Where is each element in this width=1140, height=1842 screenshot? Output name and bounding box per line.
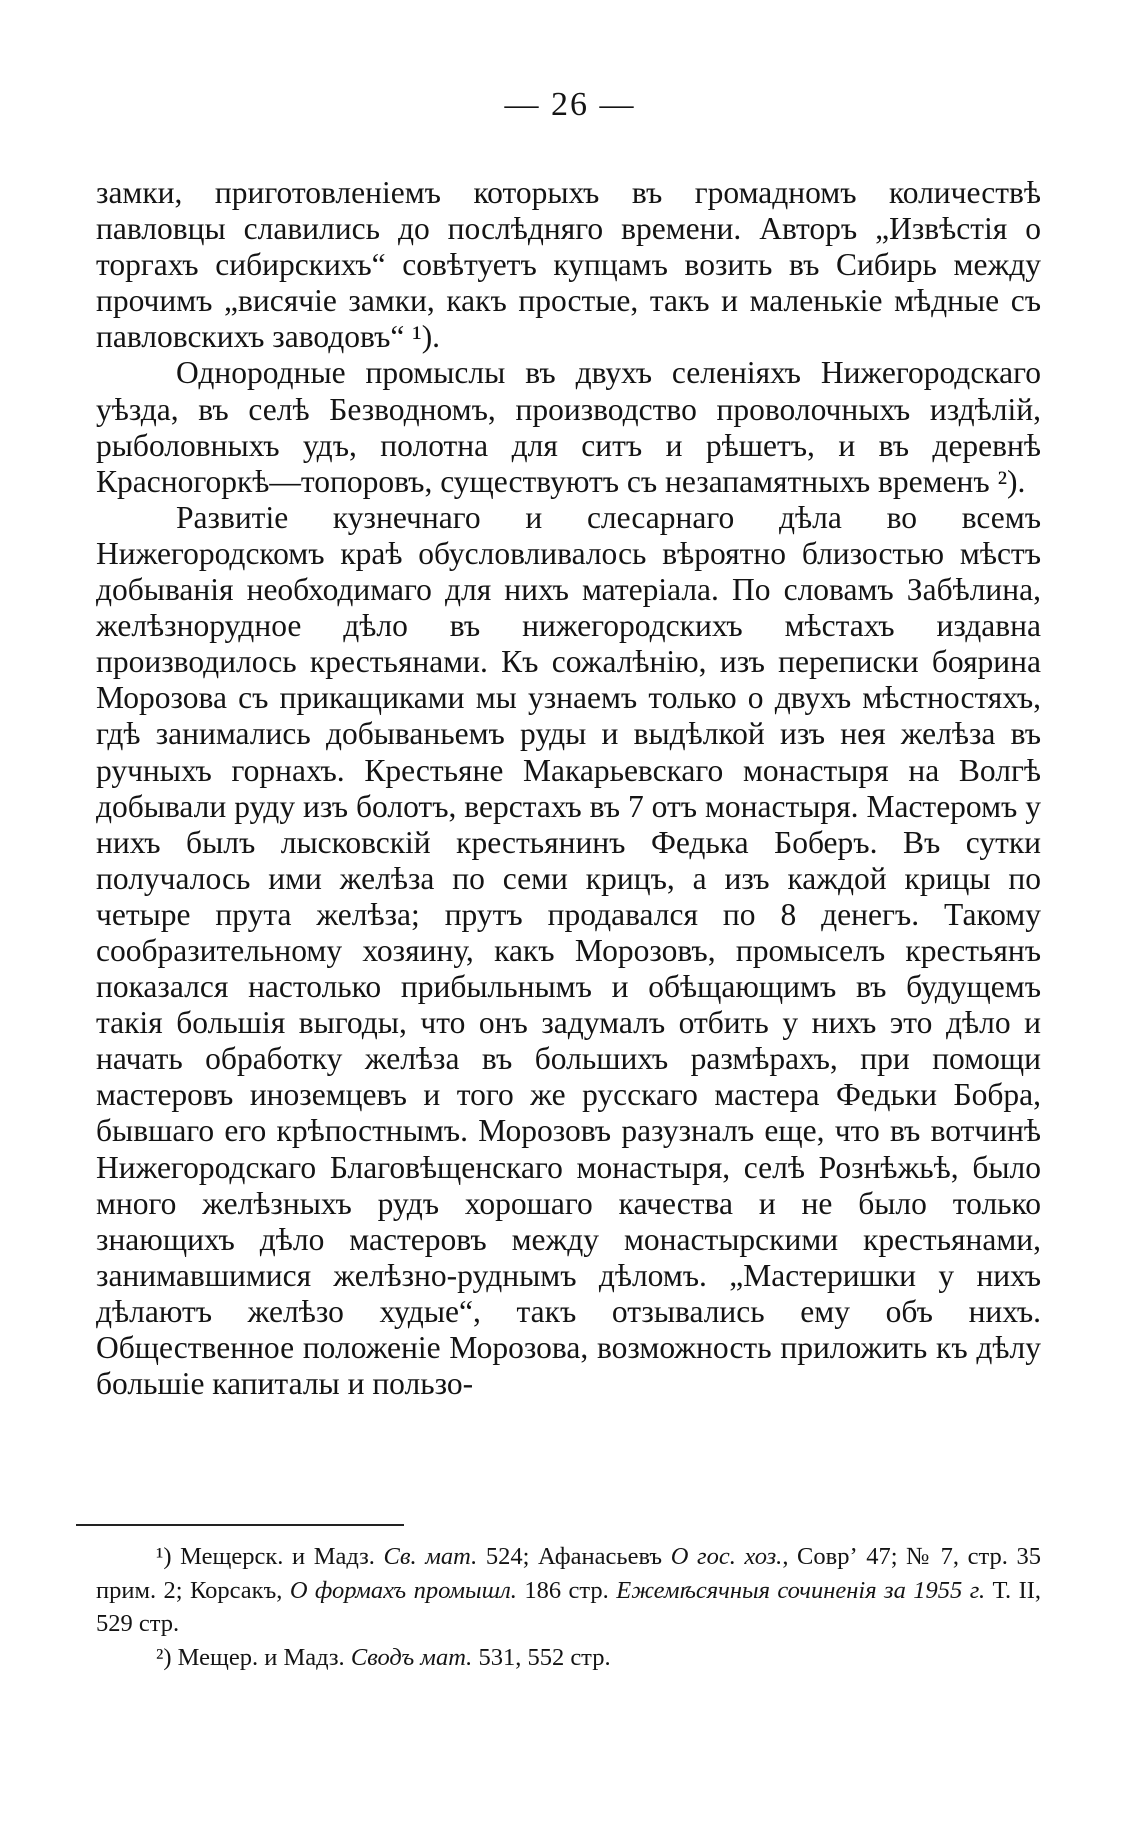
footnote-1-source-title: Св. мат. [383, 1543, 478, 1570]
footnote-1-text: 524; Афанасьевъ [477, 1543, 671, 1570]
footnote-2-text: 531, 552 стр. [472, 1643, 611, 1671]
main-text [96, 175, 1041, 1402]
footnote-1-text: Т. II, 529 стр. [96, 1576, 1042, 1637]
footnote-1-mark: ¹) [156, 1543, 172, 1570]
footnote-1-source-title: Ежемѣсячныя сочиненія за 1955 г. [616, 1576, 986, 1604]
footnote-1-source-title: О гос. хоз. [670, 1543, 783, 1570]
footnote-1-text: 186 стр. [516, 1576, 617, 1604]
paragraph-1: замки, приготовленіемъ которыхъ въ громадномъ количествѣ павловцы славились до послѣдняго времени. Авторъ „Извѣстія о торгахъ сибирскихъ“ совѣтуетъ купцамъ возить въ Сибирь между прочимъ „висячіе замки, какъ простые, такъ и маленькіе мѣдные съ павловскихъ заводовъ“ ¹). [96, 175, 1041, 355]
footnote-2 [96, 1641, 1041, 1675]
footnote-1 [96, 1540, 1041, 1641]
page-number: — 26 — [504, 86, 636, 123]
footnote-1-source-title: О формахъ промышл. [289, 1576, 517, 1604]
paragraph-2: Однородные промыслы въ двухъ селеніяхъ Нижегородскаго уѣзда, въ селѣ Безводномъ, производство проволочныхъ издѣлій, рыболовныхъ удъ, полотна для ситъ и рѣшетъ, и въ деревнѣ Красногоркѣ—топоровъ, существуютъ съ незапамятныхъ временъ ²). [96, 355, 1041, 499]
footnote-1-text: Мещерск. и Мадз. [180, 1543, 384, 1570]
footnote-2-mark: ²) [156, 1643, 172, 1671]
footnote-2-source-title: Сводъ мат. [350, 1643, 473, 1671]
paragraph-3: Развитіе кузнечнаго и слесарнаго дѣла во всемъ Нижегородскомъ краѣ обусловливалось вѣроятно близостью мѣстъ добыванія необходимаго для нихъ матеріала. По словамъ Забѣлина, желѣзнорудное дѣло въ нижегородскихъ мѣстахъ издавна производилось крестьянами. Къ сожалѣнію, изъ переписки боярина Морозова съ прикащиками мы узнаемъ только о двухъ мѣстностяхъ, гдѣ занимались добываньемъ руды и выдѣлкой изъ нея желѣза въ ручныхъ горнахъ. Крестьяне Макарьевскаго монастыря на Волгѣ добывали руду изъ болотъ, верстахъ въ 7 отъ монастыря. Мастеромъ у нихъ былъ лысковскій крестьянинъ Федька Боберъ. Въ сутки получалось ими желѣза по семи крицъ, а изъ каждой крицы по четыре прута желѣза; прутъ продавался по 8 денегъ. Такому сообразительному хозяину, какъ Морозовъ, промыселъ крестьянъ показался настолько прибыльнымъ и обѣщающимъ въ будущемъ такія большія выгоды, что онъ задумалъ отбить у нихъ это дѣло и начать обработку желѣза въ большихъ размѣрахъ, при помощи мастеровъ иноземцевъ и того же русскаго мастера Федьки Бобра, бывшаго его крѣпостнымъ. Морозовъ разузналъ еще, что въ вотчинѣ Нижегородскаго Благовѣщенскаго монастыря, селѣ Рознѣжьѣ, было много желѣзныхъ рудъ хорошаго качества и не было только знающихъ дѣло мастеровъ между монастырскими крестьянами, занимавшимися желѣзно-руднымъ дѣломъ. „Мастеришки у нихъ дѣлаютъ желѣзо худые“, такъ отзывались ему объ нихъ. Общественное положеніе Морозова, возможность приложить къ дѣлу большіе капиталы и пользо- [96, 499, 1041, 1402]
footnotes [96, 1540, 1041, 1674]
footnote-divider [76, 1524, 404, 1526]
footnote-2-text: Мещер. и Мадз. [177, 1643, 351, 1671]
footnote-1-text: , Соврʼ 47; № 7, стр. 35 прим. 2; Корсакъ, [96, 1543, 1041, 1604]
